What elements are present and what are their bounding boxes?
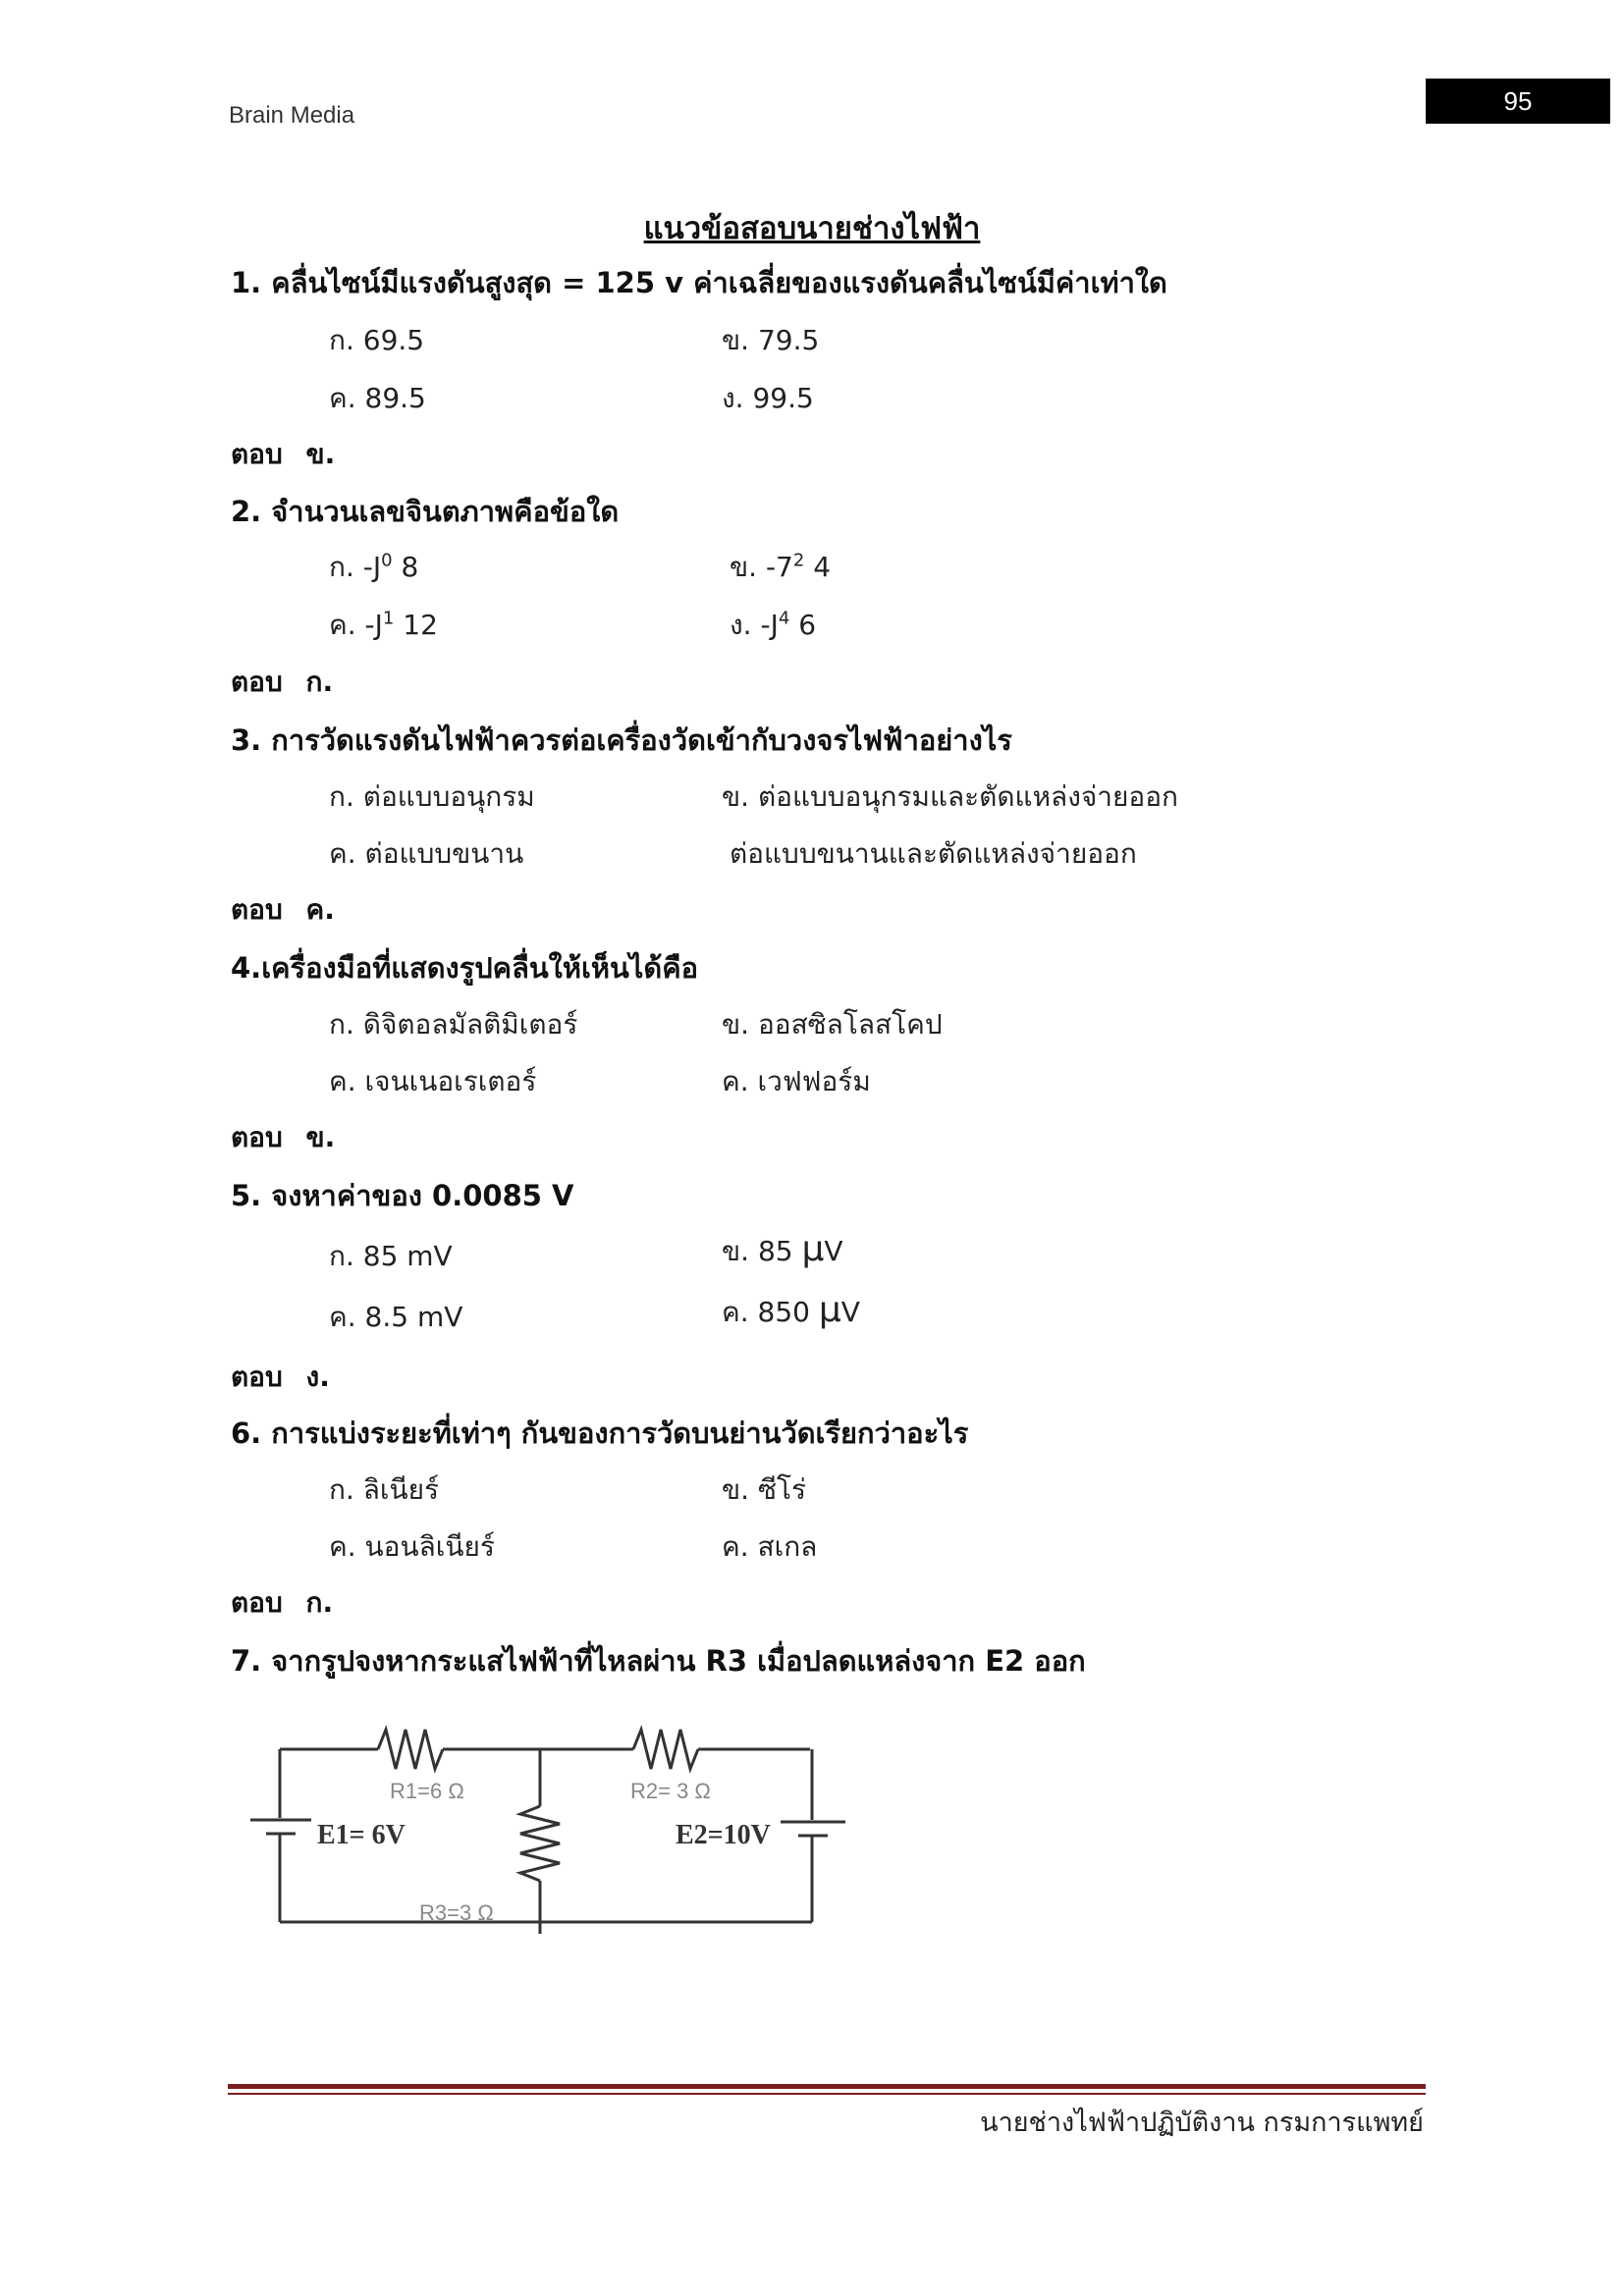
- question-6-option-a: ก. ลิเนียร์: [329, 1473, 440, 1506]
- question-6-option-c: ค. นอนลิเนียร์: [329, 1530, 495, 1563]
- question-5-option-a: ก. 85 mV: [329, 1240, 453, 1272]
- question-2: 2. จำนวนเลขจินตภาพคือข้อใด: [231, 495, 620, 528]
- question-1-option-b: ข. 79.5: [722, 324, 820, 356]
- question-2-option-a: ก. $-J^0$ 8: [329, 550, 419, 583]
- label-e2: E2=10V: [676, 1820, 771, 1850]
- question-3-answer: ตอบ ค.: [231, 893, 335, 926]
- question-7: 7. จากรูปจงหากระแสไฟฟ้าที่ไหลผ่าน R3 เมื่อปลดแหล่งจาก E2 ออก: [231, 1644, 1086, 1678]
- question-4: 4.เครื่องมือที่แสดงรูปคลื่นให้เห็นได้คือ: [231, 951, 699, 985]
- question-5: 5. จงหาค่าของ 0.0085 V: [231, 1179, 574, 1212]
- question-2-option-c: ค. $-J^1$ 12: [329, 608, 438, 641]
- question-4-option-a: ก. ดิจิตอลมัลติมิเตอร์: [329, 1008, 578, 1041]
- label-r2: R2= 3 Ω: [630, 1779, 711, 1803]
- label-r3: R3=3 Ω: [419, 1900, 494, 1925]
- question-5-answer: ตอบ ง.: [231, 1361, 330, 1393]
- question-1-option-c: ค. 89.5: [329, 382, 426, 414]
- question-5-option-c: ค. 8.5 mV: [329, 1301, 463, 1333]
- question-3-option-d: ต่อแบบขนานและตัดแหล่งจ่ายออก: [730, 837, 1137, 870]
- label-e1: E1= 6V: [317, 1820, 406, 1850]
- question-3-option-b: ข. ต่อแบบอนุกรมและตัดแหล่งจ่ายออก: [722, 780, 1179, 813]
- question-4-option-c: ค. เจนเนอเรเตอร์: [329, 1065, 537, 1097]
- question-4-option-b: ข. ออสซิลโลสโคป: [722, 1008, 943, 1041]
- question-5-option-d: ค. 850 μV: [722, 1290, 860, 1330]
- question-6-answer: ตอบ ก.: [231, 1586, 334, 1619]
- label-r1: R1=6 Ω: [390, 1779, 464, 1803]
- question-1-option-d: ง. 99.5: [722, 382, 814, 414]
- circuit-diagram: [241, 1708, 869, 1944]
- footer-rule-thick: [228, 2084, 1426, 2089]
- question-6: 6. การแบ่งระยะที่เท่าๆ กันของการวัดบนย่านวัดเรียกว่าอะไร: [231, 1416, 969, 1450]
- resistor-r3: [520, 1806, 560, 1881]
- question-3-option-c: ค. ต่อแบบขนาน: [329, 837, 524, 870]
- question-2-option-b: ข. $-7^2$ 4: [730, 550, 832, 583]
- resistor-r1: [378, 1730, 443, 1769]
- question-1: 1. คลื่นไซน์มีแรงดันสูงสุด = 125 v ค่าเฉลี่ยของแรงดันคลื่นไซน์มีค่าเท่าใด: [231, 266, 1167, 299]
- question-3: 3. การวัดแรงดันไฟฟ้าควรต่อเครื่องวัดเข้ากับวงจรไฟฟ้าอย่างไร: [231, 723, 1012, 757]
- question-5-option-b: ข. 85 μV: [722, 1229, 843, 1269]
- resistor-r2: [633, 1730, 698, 1769]
- footer-rule-thin: [228, 2093, 1426, 2095]
- document-title: แนวข้อสอบนายช่างไฟฟ้า: [643, 211, 981, 246]
- question-3-option-a: ก. ต่อแบบอนุกรม: [329, 780, 535, 813]
- question-6-option-d: ค. สเกล: [722, 1530, 818, 1563]
- question-1-option-a: ก. 69.5: [329, 324, 425, 356]
- question-4-option-d: ค. เวฟฟอร์ม: [722, 1065, 871, 1097]
- page-number: 95: [1426, 79, 1610, 124]
- question-6-option-b: ข. ซีโร่: [722, 1473, 807, 1506]
- question-1-answer: ตอบ ข.: [231, 438, 336, 470]
- footer-text: นายช่างไฟฟ้าปฏิบัติงาน กรมการแพทย์: [980, 2108, 1424, 2138]
- question-2-answer: ตอบ ก.: [231, 666, 334, 698]
- question-4-answer: ตอบ ข.: [231, 1121, 336, 1153]
- question-2-option-d: ง. $-J^4$ 6: [730, 608, 817, 641]
- publisher-name: Brain Media: [229, 102, 355, 129]
